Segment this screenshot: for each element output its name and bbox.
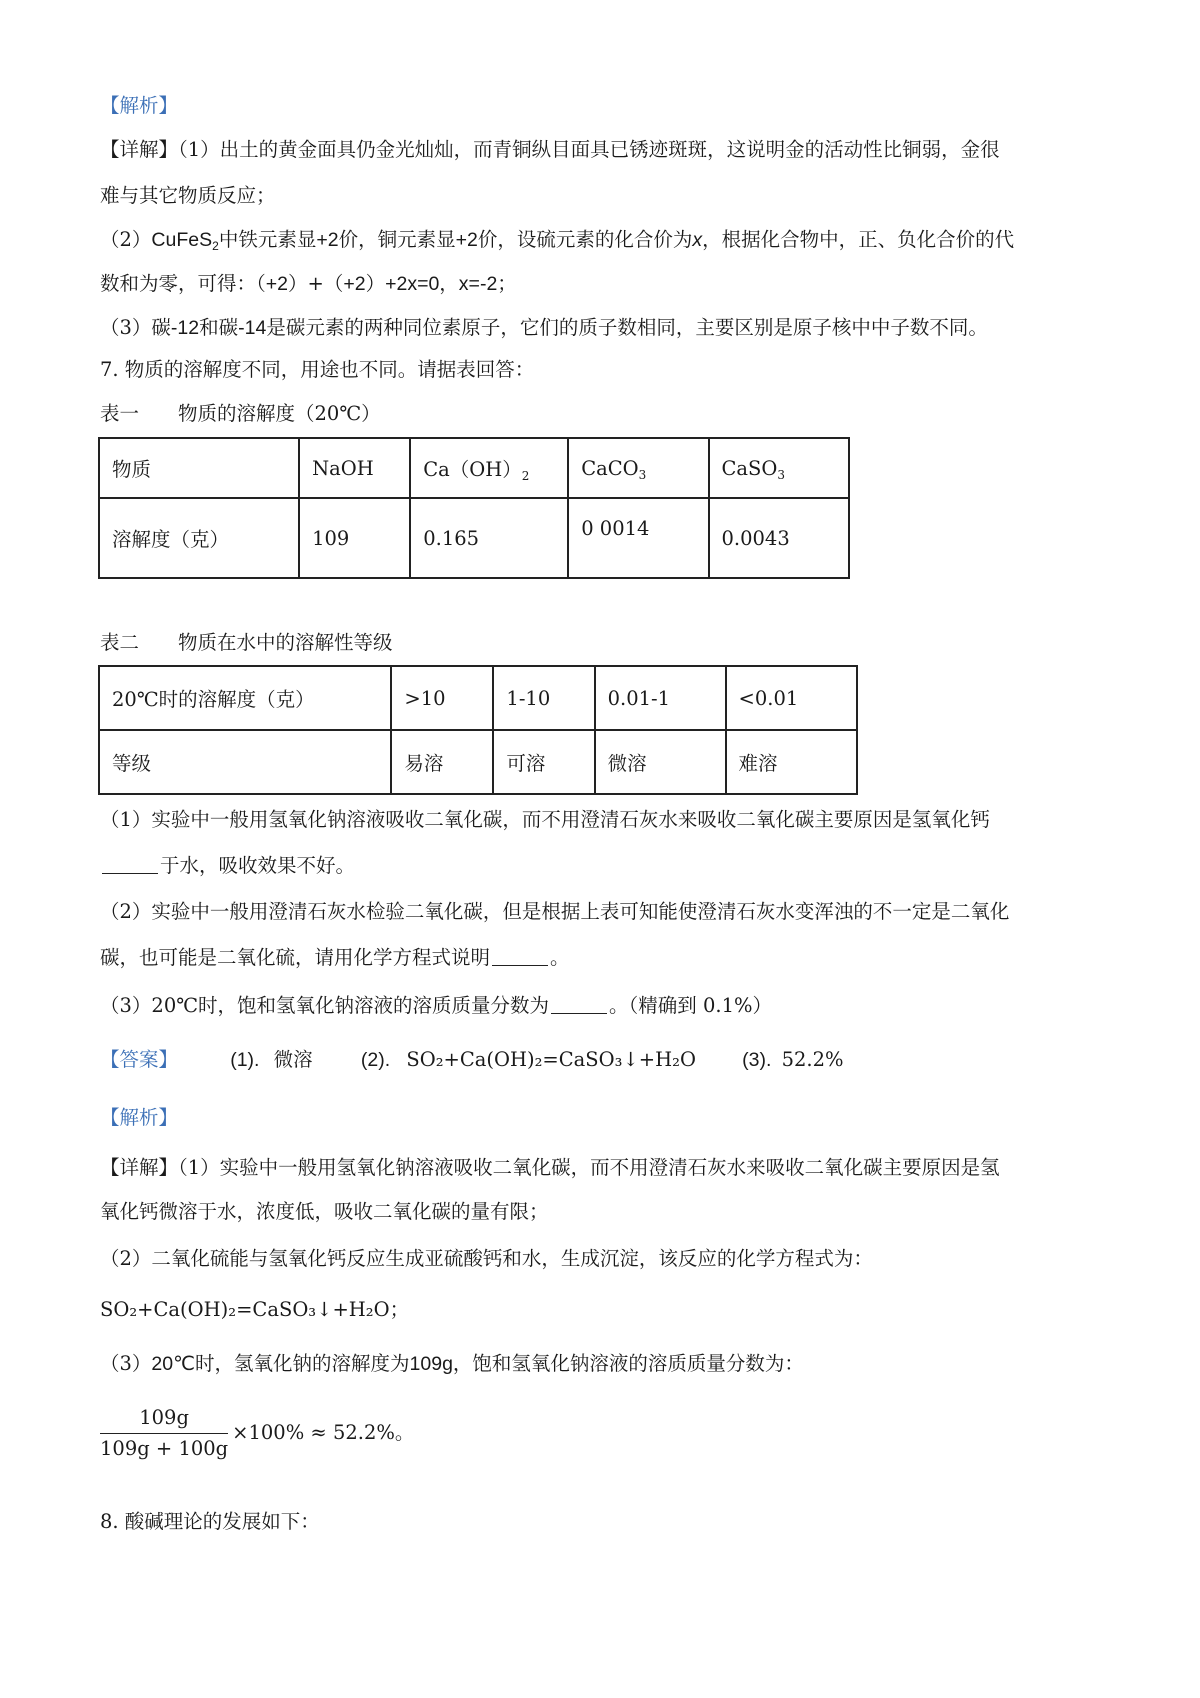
answer-label: 【答案】 bbox=[100, 1048, 179, 1071]
fraction-denominator: 109g + 100g bbox=[100, 1437, 229, 1460]
table-cell: 物质 bbox=[99, 438, 299, 498]
detail-line-4 bbox=[100, 270, 517, 298]
q7-detail-line3: （2）二氧化硫能与氢氧化钙反应生成亚硫酸钙和水，生成沉淀，该反应的化学方程式为： bbox=[100, 1247, 873, 1270]
table-cell: 0.0043 bbox=[709, 498, 849, 578]
formula: CuFeS bbox=[151, 229, 213, 251]
number: 109g bbox=[409, 1353, 453, 1375]
q7-part3-line bbox=[100, 992, 772, 1020]
q7-detail-line4 bbox=[100, 1350, 804, 1378]
solubility-table bbox=[98, 437, 850, 579]
text: ）+（ bbox=[288, 272, 344, 295]
text: 碳，也可能是二氧化硫，请用化学方程式说明 bbox=[100, 946, 491, 969]
detail-line-2: 难与其它物质反应； bbox=[100, 184, 276, 207]
q7-part1-line1: （1）实验中一般用氢氧化钠溶液吸收二氧化碳，而不用澄清石灰水来吸收二氧化碳主要原因是氢氧化钙 bbox=[100, 808, 990, 831]
detail-line-1 bbox=[100, 136, 1000, 164]
fraction-numerator: 109g bbox=[100, 1405, 228, 1434]
q7-detail-line1 bbox=[100, 1154, 1000, 1182]
text: ； bbox=[497, 272, 517, 295]
text: ，根据化合物中，正、负化合价的代 bbox=[702, 228, 1015, 251]
text: （3） bbox=[100, 1352, 152, 1375]
table-row bbox=[99, 730, 857, 794]
table-cell bbox=[410, 438, 568, 498]
q7-part1-line2 bbox=[100, 852, 355, 880]
fraction bbox=[100, 1405, 228, 1462]
text: 数和为零，可得：（ bbox=[100, 272, 266, 295]
text: 20℃ bbox=[151, 1353, 196, 1375]
table1-caption: 表一 物质的溶解度（20℃） bbox=[100, 402, 381, 425]
answer-blank[interactable] bbox=[492, 947, 548, 966]
cell-text: CaSO bbox=[721, 456, 778, 480]
table-cell: >10 bbox=[391, 666, 493, 730]
table-cell: 1-10 bbox=[493, 666, 594, 730]
number: +2 bbox=[455, 229, 478, 251]
text: 中铁元素显 bbox=[218, 228, 317, 251]
subscript: 3 bbox=[777, 467, 786, 482]
table2-caption: 表二 物质在水中的溶解性等级 bbox=[100, 631, 393, 654]
table-cell: 难溶 bbox=[726, 730, 857, 794]
table-row bbox=[99, 666, 857, 730]
equation: +2x=0，x=-2 bbox=[385, 273, 498, 295]
detail-label: 【详解】 bbox=[100, 1156, 179, 1179]
detail-line-5 bbox=[100, 314, 988, 342]
table-cell: 易溶 bbox=[391, 730, 493, 794]
detail-line-3 bbox=[100, 226, 1014, 254]
q7-part2-line1: （2）实验中一般用澄清石灰水检验二氧化碳，但是根据上表可知能使澄清石灰水变浑浊的不一定是二氧化 bbox=[100, 900, 1010, 923]
table-cell: 0.01-1 bbox=[595, 666, 726, 730]
text: ） bbox=[365, 272, 386, 295]
text: 和碳 bbox=[199, 316, 239, 339]
text: ； bbox=[389, 1298, 410, 1321]
table-cell: 20℃时的溶解度（克） bbox=[99, 666, 391, 730]
text: 时，氢氧化钠的溶解度为 bbox=[195, 1352, 410, 1375]
answer-blank[interactable] bbox=[551, 995, 607, 1014]
equation: SO₂+Ca(OH)₂=CaSO₃↓+H₂O bbox=[100, 1298, 390, 1321]
table-cell: NaOH bbox=[299, 438, 410, 498]
text: 。（精确到 0.1%） bbox=[609, 994, 773, 1017]
q7-part2-line2 bbox=[100, 944, 570, 972]
question-8-title: 8. 酸碱理论的发展如下： bbox=[100, 1510, 320, 1533]
text: （1）实验中一般用氢氧化钠溶液吸收二氧化碳，而不用澄清石灰水来吸收二氧化碳主要原因是氢 bbox=[178, 1156, 1000, 1179]
answer-index: (1). bbox=[230, 1049, 260, 1071]
table-cell: 0.165 bbox=[410, 498, 568, 578]
text: 价，设硫元素的化合价为 bbox=[477, 228, 693, 251]
table-cell bbox=[709, 438, 849, 498]
subscript: 2 bbox=[521, 469, 530, 483]
table-cell: 等级 bbox=[99, 730, 391, 794]
cell-text: CaCO bbox=[581, 456, 639, 480]
table-cell: <0.01 bbox=[726, 666, 857, 730]
q7-detail-equation bbox=[100, 1296, 409, 1324]
table-cell: 0 0014 bbox=[568, 498, 708, 578]
table-row bbox=[99, 498, 849, 578]
text: ×100% ≈ 52.2% bbox=[232, 1421, 395, 1444]
number: +2 bbox=[343, 273, 366, 295]
answer-value: 微溶 bbox=[273, 1048, 313, 1071]
question-7-title: 7. 物质的溶解度不同，用途也不同。请据表回答： bbox=[100, 358, 535, 381]
number: +2 bbox=[265, 273, 288, 295]
table-row bbox=[99, 438, 849, 498]
variable: x bbox=[692, 229, 703, 251]
text: 。 bbox=[394, 1421, 415, 1444]
subscript: 3 bbox=[638, 467, 647, 482]
text: 于水，吸收效果不好。 bbox=[160, 854, 356, 877]
solubility-grade-table bbox=[98, 665, 858, 795]
number: -12 bbox=[170, 317, 200, 339]
cell-text: Ca（OH） bbox=[423, 458, 522, 481]
table-cell: 微溶 bbox=[595, 730, 726, 794]
text: （2） bbox=[100, 228, 152, 251]
answer-index: (2). bbox=[360, 1049, 391, 1071]
detail-text: （1）出土的黄金面具仍金光灿灿，而青铜纵目面具已锈迹斑斑，这说明金的活动性比铜弱，金很 bbox=[178, 138, 1000, 161]
text: 。 bbox=[550, 946, 570, 969]
jiexi-label-1: 【解析】 bbox=[100, 94, 179, 117]
jiexi-label-2: 【解析】 bbox=[100, 1106, 179, 1129]
text: 价，铜元素显 bbox=[338, 228, 456, 251]
text: 是碳元素的两种同位素原子，它们的质子数相同，主要区别是原子核中中子数不同。 bbox=[266, 316, 988, 339]
text: （3）20℃时，饱和氢氧化钠溶液的溶质质量分数为 bbox=[100, 994, 550, 1017]
answer-index: (3). bbox=[742, 1049, 772, 1071]
detail-label: 【详解】 bbox=[100, 138, 179, 161]
table-cell: 溶解度（克） bbox=[99, 498, 299, 578]
text: （3）碳 bbox=[100, 316, 171, 339]
answer-equation: SO₂+Ca(OH)₂=CaSO₃↓+H₂O bbox=[406, 1048, 696, 1071]
answer-value: 52.2% bbox=[781, 1048, 844, 1071]
q7-fraction-line bbox=[100, 1405, 414, 1462]
table-cell bbox=[568, 438, 708, 498]
number: +2 bbox=[316, 229, 339, 251]
answer-blank[interactable] bbox=[102, 855, 158, 874]
q7-detail-line2: 氧化钙微溶于水，浓度低，吸收二氧化碳的量有限； bbox=[100, 1200, 549, 1223]
q7-answer-line bbox=[100, 1046, 844, 1074]
table-cell: 可溶 bbox=[493, 730, 594, 794]
text: ，饱和氢氧化钠溶液的溶质质量分数为： bbox=[452, 1352, 804, 1375]
subscript: 2 bbox=[212, 239, 219, 253]
table-cell: 109 bbox=[299, 498, 410, 578]
number: -14 bbox=[238, 317, 267, 339]
